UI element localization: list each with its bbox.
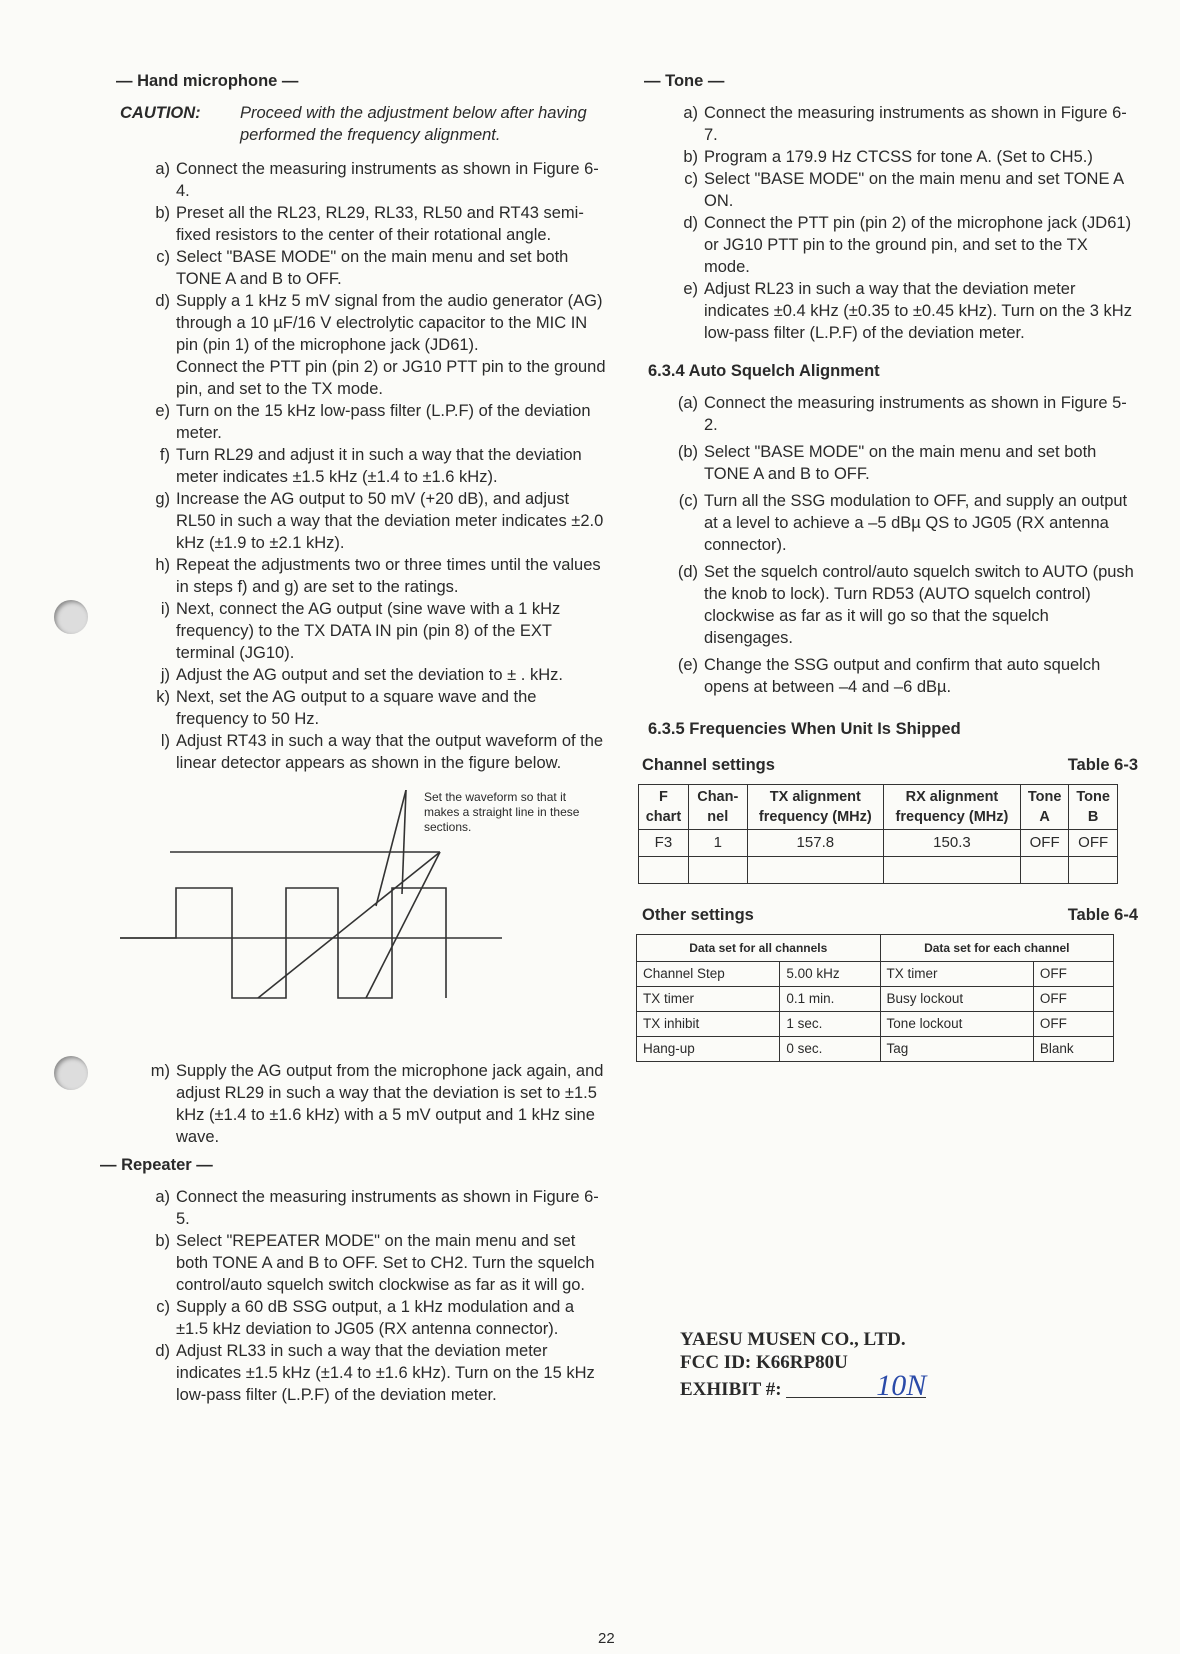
table-row xyxy=(637,1037,1114,1062)
table-cell: 5.00 kHz xyxy=(780,962,880,987)
column-header: TX alignment frequency (MHz) xyxy=(747,785,883,830)
step-text: Repeat the adjustments two or three times until the values in steps f) and g) are set to the ratings. xyxy=(176,556,601,596)
channel-settings-title: Channel settings xyxy=(642,756,775,774)
punch-hole-top xyxy=(54,600,88,634)
other-settings-table xyxy=(636,934,1114,1062)
fcc-id: FCC ID: K66RP80U xyxy=(680,1352,848,1373)
repeater-step xyxy=(144,1340,610,1406)
step-marker: c) xyxy=(156,1298,170,1316)
step-marker: d) xyxy=(155,1342,170,1360)
step-marker: f) xyxy=(159,446,170,464)
table-cell: Hang-up xyxy=(637,1037,780,1062)
step-text: Adjust the AG output and set the deviation to ± . kHz. xyxy=(176,666,563,684)
squelch-step xyxy=(672,490,1138,556)
exhibit-value: 10N xyxy=(786,1374,926,1398)
step-text: Connect the measuring instruments as shown in Figure 6-4. xyxy=(176,160,599,200)
table-cell: F3 xyxy=(639,830,689,857)
hand-step xyxy=(144,554,610,598)
squelch-step xyxy=(672,392,1138,436)
left-column xyxy=(100,70,610,1406)
step-text: Connect the measuring instruments as shown in Figure 6-5. xyxy=(176,1188,599,1228)
table-cell: Busy lockout xyxy=(880,987,1033,1012)
step-marker: c) xyxy=(156,248,170,266)
step-marker: m) xyxy=(150,1062,170,1080)
table-row xyxy=(637,987,1114,1012)
step-marker: (e) xyxy=(677,656,698,674)
channel-settings-table xyxy=(638,784,1118,884)
step-text: Next, set the AG output to a square wave and the frequency to 50 Hz. xyxy=(176,688,537,728)
step-marker xyxy=(144,356,176,400)
tone-step xyxy=(672,146,1138,168)
table-cell: 1 sec. xyxy=(780,1012,880,1037)
repeater-step xyxy=(144,1296,610,1340)
other-settings-header xyxy=(642,904,1138,926)
hand-step xyxy=(144,686,610,730)
step-text: Supply a 1 kHz 5 mV signal from the audio generator (AG) through a 10 µF/16 V electrolytic capacitor to the MIC IN pin (pin 1) of the microphone jack (JD61). xyxy=(176,292,603,354)
step-marker: b) xyxy=(155,204,170,222)
step-text: Increase the AG output to 50 mV (+20 dB), and adjust RL50 in such a way that the deviation meter indicates ±2.0 kHz (±1.9 to ±2.1 kHz). xyxy=(176,490,604,552)
step-text: Adjust RL33 in such a way that the deviation meter indicates ±1.5 kHz (±1.4 to ±1.6 kHz). Turn on the 15 kHz low-pass filter (L.P.F) of the deviation meter. xyxy=(176,1342,595,1404)
channel-settings-header xyxy=(642,754,1138,776)
column-header: Chan-nel xyxy=(688,785,747,830)
step-text: Supply a 60 dB SSG output, a 1 kHz modulation and a ±1.5 kHz deviation to JG05 (RX antenna connector). xyxy=(176,1298,575,1338)
step-text: Select "BASE MODE" on the main menu and set both TONE A and B to OFF. xyxy=(704,443,1097,483)
column-header: RX alignment frequency (MHz) xyxy=(883,785,1020,830)
table-cell: OFF xyxy=(1069,830,1118,857)
step-text: Adjust RL23 in such a way that the deviation meter indicates ±0.4 kHz (±0.35 to ±0.45 kHz). Turn on the 3 kHz low-pass filter (L.P.F) of the deviation meter. xyxy=(704,280,1132,342)
column-header: Tone A xyxy=(1020,785,1068,830)
step-marker: h) xyxy=(155,556,170,574)
step-text: Connect the PTT pin (pin 2) of the microphone jack (JD61) or JG10 PTT pin to the ground pin, and set to the TX mode. xyxy=(704,214,1132,276)
hand-step xyxy=(144,730,610,774)
table-cell: TX timer xyxy=(880,962,1033,987)
squelch-step xyxy=(672,441,1138,485)
all-channels-header: Data set for all channels xyxy=(637,935,881,962)
step-text: Select "REPEATER MODE" on the main menu and set both TONE A and B to OFF. Set to CH2. Turn the squelch control/auto squelch switch clockwise as far as it will go. xyxy=(176,1232,595,1294)
company-name: YAESU MUSEN CO., LTD. xyxy=(680,1329,906,1350)
step-text: Adjust RT43 in such a way that the output waveform of the linear detector appears as shown in the figure below. xyxy=(176,732,604,772)
page-number: 22 xyxy=(598,1630,615,1647)
hand-step xyxy=(144,598,610,664)
waveform-diagram xyxy=(120,790,580,1050)
table-cell: OFF xyxy=(1020,830,1068,857)
column-header: F chart xyxy=(639,785,689,830)
step-text: Turn RL29 and adjust it in such a way that the deviation meter indicates ±1.5 kHz (±1.4 to ±1.6 kHz). xyxy=(176,446,582,486)
repeater-step xyxy=(144,1186,610,1230)
table-row xyxy=(637,1012,1114,1037)
step-marker: b) xyxy=(155,1232,170,1250)
step-marker: (b) xyxy=(677,443,698,461)
caution-block xyxy=(120,102,610,146)
table-header-row xyxy=(637,935,1114,962)
table-cell: TX timer xyxy=(637,987,780,1012)
hand-step xyxy=(144,202,610,246)
step-marker: (d) xyxy=(677,563,698,581)
step-text: Connect the measuring instruments as shown in Figure 6-7. xyxy=(704,104,1127,144)
step-marker: k) xyxy=(156,688,170,706)
table-cell: 1 xyxy=(688,830,747,857)
caution-text: Proceed with the adjustment below after having performed the frequency alignment. xyxy=(240,104,587,144)
hand-step xyxy=(144,488,610,554)
step-marker: a) xyxy=(155,160,170,178)
repeater-steps-list xyxy=(144,1186,610,1406)
table-row xyxy=(637,962,1114,987)
hand-step xyxy=(144,246,610,290)
step-marker: c) xyxy=(684,170,698,188)
hand-step xyxy=(144,290,610,356)
hand-steps-list xyxy=(144,158,610,774)
squelch-step xyxy=(672,561,1138,649)
table-cell: 0.1 min. xyxy=(780,987,880,1012)
step-text: Select "BASE MODE" on the main menu and set both TONE A and B to OFF. xyxy=(176,248,569,288)
table-cell: 150.3 xyxy=(883,830,1020,857)
step-text: Supply the AG output from the microphone jack again, and adjust RL29 in such a way that the deviation is set to ±1.5 kHz (±1.4 to ±1.6 kHz) with a 5 mV output and 1 kHz sine wave. xyxy=(176,1062,604,1146)
tone-step xyxy=(672,168,1138,212)
hand-step xyxy=(144,664,610,686)
step-marker: i) xyxy=(160,600,170,618)
hand-step xyxy=(144,444,610,488)
step-text: Connect the PTT pin (pin 2) or JG10 PTT pin to the ground pin, and set to the TX mode. xyxy=(176,358,606,398)
step-marker: e) xyxy=(683,280,698,298)
step-text: Next, connect the AG output (sine wave with a 1 kHz frequency) to the TX DATA IN pin (pin 8) of the EXT terminal (JG10). xyxy=(176,600,561,662)
step-marker: e) xyxy=(155,402,170,420)
repeater-step xyxy=(144,1230,610,1296)
frequencies-heading: 6.3.5 Frequencies When Unit Is Shipped xyxy=(648,720,961,738)
step-marker: j) xyxy=(160,666,170,684)
tone-steps-list xyxy=(672,102,1138,344)
table-cell: OFF xyxy=(1033,962,1113,987)
other-settings-title: Other settings xyxy=(642,906,754,924)
repeater-title: — Repeater — xyxy=(100,1156,213,1174)
step-text: Turn on the 15 kHz low-pass filter (L.P.F) of the deviation meter. xyxy=(176,402,591,442)
table-cell: Tag xyxy=(880,1037,1033,1062)
figure-note: Set the waveform so that it makes a straight line in these sections. xyxy=(424,790,580,834)
squelch-steps-list xyxy=(672,392,1138,698)
table-cell: 0 sec. xyxy=(780,1037,880,1062)
caution-label: CAUTION: xyxy=(120,104,201,122)
table-6-4-label: Table 6-4 xyxy=(1067,906,1138,924)
table-cell: OFF xyxy=(1033,987,1113,1012)
square-wave xyxy=(120,888,446,998)
table-cell: Blank xyxy=(1033,1037,1113,1062)
table-row-empty xyxy=(639,857,1118,884)
tone-step xyxy=(672,278,1138,344)
step-marker: d) xyxy=(683,214,698,232)
step-marker: a) xyxy=(155,1188,170,1206)
hand-step xyxy=(144,1060,610,1148)
table-cell: Tone lockout xyxy=(880,1012,1033,1037)
each-channel-header: Data set for each channel xyxy=(880,935,1113,962)
hand-step xyxy=(144,400,610,444)
table-6-3-label: Table 6-3 xyxy=(1067,756,1138,774)
table-cell: 157.8 xyxy=(747,830,883,857)
step-text: Select "BASE MODE" on the main menu and set TONE A ON. xyxy=(704,170,1124,210)
auto-squelch-heading: 6.3.4 Auto Squelch Alignment xyxy=(648,362,880,380)
waveform-figure xyxy=(120,790,580,1050)
tone-title: — Tone — xyxy=(644,72,725,90)
step-text: Change the SSG output and confirm that auto squelch opens at between –4 and –6 dBµ. xyxy=(704,656,1101,696)
exhibit-label: EXHIBIT #: xyxy=(680,1379,782,1400)
step-marker: d) xyxy=(155,292,170,310)
table-cell: OFF xyxy=(1033,1012,1113,1037)
step-text: Preset all the RL23, RL29, RL33, RL50 and RT43 semi-fixed resistors to the center of their rotational angle. xyxy=(176,204,584,244)
table-cell: TX inhibit xyxy=(637,1012,780,1037)
step-marker: b) xyxy=(683,148,698,166)
table-header-row xyxy=(639,785,1118,830)
hand-microphone-title: — Hand microphone — xyxy=(116,72,299,90)
step-text: Connect the measuring instruments as shown in Figure 5-2. xyxy=(704,394,1127,434)
table-row xyxy=(639,830,1118,857)
step-marker: l) xyxy=(160,732,170,750)
hand-step xyxy=(144,356,610,400)
tone-step xyxy=(672,102,1138,146)
step-marker: (a) xyxy=(677,394,698,412)
exhibit-line xyxy=(680,1369,927,1402)
column-header: Tone B xyxy=(1069,785,1118,830)
step-marker: a) xyxy=(683,104,698,122)
squelch-step xyxy=(672,654,1138,698)
step-marker: g) xyxy=(155,490,170,508)
step-text: Turn all the SSG modulation to OFF, and supply an output at a level to achieve a –5 dBµ QS to JG05 (RX antenna connector). xyxy=(704,492,1128,554)
step-m xyxy=(144,1060,610,1148)
hand-step xyxy=(144,158,610,202)
step-marker: (c) xyxy=(678,492,698,510)
punch-hole-bottom xyxy=(54,1056,88,1090)
table-cell: Channel Step xyxy=(637,962,780,987)
fcc-stamp xyxy=(680,1328,926,1401)
right-column xyxy=(642,70,1138,1062)
step-text: Program a 179.9 Hz CTCSS for tone A. (Set to CH5.) xyxy=(704,148,1093,166)
tone-step xyxy=(672,212,1138,278)
step-text: Set the squelch control/auto squelch switch to AUTO (push the knob to lock). Turn RD53 (AUTO squelch control) clockwise as far as it will go so that the squelch disengages. xyxy=(704,563,1134,647)
